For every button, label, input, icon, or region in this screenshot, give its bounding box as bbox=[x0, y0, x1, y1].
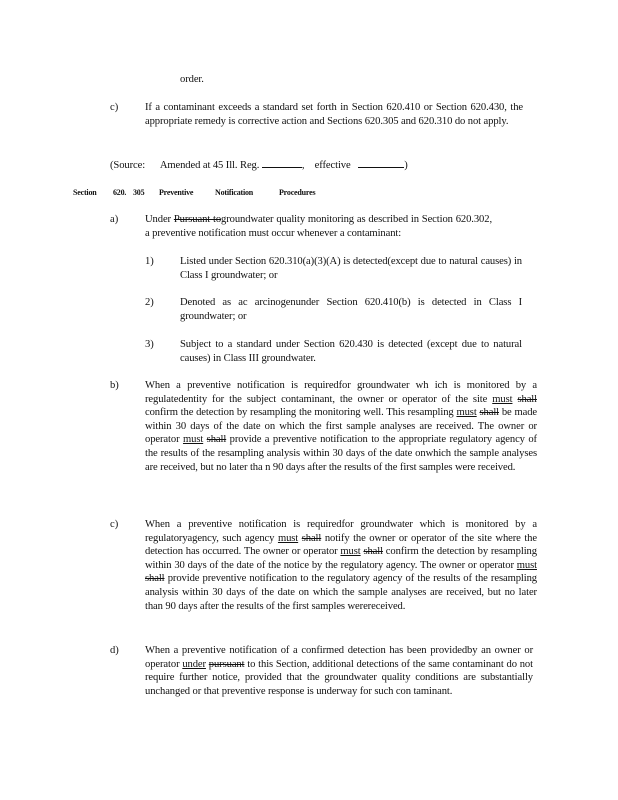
subsection-c-previous-label: c) bbox=[110, 102, 119, 113]
item-2-text: Denoted as ac arcinogenunder Section 620.410(b) is detected in Class I groundwater; or bbox=[180, 297, 522, 322]
subsection-a-text: Under Pursuant togroundwater quality monitoring as described in Section 620.302, a preventive notification must occur whenever a contaminant: bbox=[145, 214, 492, 239]
section-heading-word-3: Procedures bbox=[279, 188, 316, 197]
item-1-text: Listed under Section 620.310(a)(3)(A) is detected(except due to natural causes) in Class I groundwater; or bbox=[180, 256, 522, 281]
inserted-text: must bbox=[277, 532, 299, 544]
source-close: ) bbox=[404, 160, 408, 171]
section-heading-word-2: Notification bbox=[215, 188, 254, 197]
source-open: (Source: bbox=[110, 160, 146, 171]
inserted-text: must bbox=[456, 407, 477, 419]
deleted-text: shall bbox=[363, 546, 383, 558]
source-amended: Amended at 45 Ill. Reg. bbox=[159, 160, 260, 171]
subsection-a-label: a) bbox=[110, 214, 119, 225]
effective-blank bbox=[358, 157, 404, 168]
deleted-text: shall bbox=[145, 573, 165, 585]
section-heading-number: 620. bbox=[113, 188, 127, 197]
section-heading-label: Section bbox=[73, 188, 97, 197]
inserted-text: must bbox=[516, 559, 537, 571]
deleted-text: shall bbox=[479, 407, 500, 419]
subsection-b-text: When a preventive notification is requiredfor groundwater wh ich is monitored by a regulatedentity for the subject contaminant, the owner or operator of the site must shall confirm the detection by resampling the monitoring well. This resampling must shall be made within 30 days of the date on which the first sample analyses are received. The owner or operator must shall provide a preventive notification to the appropriate regulatory agency of the results of the resampling analysis within 30 days of the date onwhich the sample analyses are received, but no later tha n 90 days after the results of the first samples were received. bbox=[145, 380, 537, 473]
subsection-c-text: When a preventive notification is requiredfor groundwater which is monitored by a regulatoryagency, such agency must shall notify the owner or operator of the site where the detection has occurred. The owner or operator must shall confirm the detection by resampling within 30 days of the date of the notice by the regulatory agency. The owner or operator must shall provide preventive notification to the regulatory agency of the results of the resampling analysis within 30 days of the date on which the sample analyses are received, but no later than 90 days after the results of the first samples werereceived. bbox=[145, 519, 537, 612]
inserted-text: must bbox=[182, 434, 204, 446]
deleted-text: pursuant bbox=[208, 658, 245, 670]
deleted-text: shall bbox=[206, 434, 227, 446]
subsection-c-label: c) bbox=[110, 519, 119, 530]
deleted-text: shall bbox=[517, 393, 537, 405]
inserted-text: must bbox=[492, 393, 513, 405]
subsection-c-previous-text: If a contaminant exceeds a standard set forth in Section 620.410 or Section 620.430, the appropriate remedy is corrective action and Sections 620.305 and 620.310 do not apply. bbox=[145, 102, 523, 127]
section-heading-word-1: Preventive bbox=[159, 188, 194, 197]
source-effective: effective bbox=[314, 160, 351, 171]
item-1-number: 1) bbox=[145, 256, 154, 267]
subsection-d-label: d) bbox=[110, 645, 119, 656]
source-comma: , bbox=[301, 160, 305, 171]
item-3-text: Subject to a standard under Section 620.430 is detected (except due to natural causes) in Class III groundwater. bbox=[180, 339, 522, 364]
inserted-text: under bbox=[182, 658, 206, 670]
section-heading-number-2: 305 bbox=[133, 188, 145, 197]
subsection-d-text: When a preventive notification of a confirmed detection has been providedby an owner or operator under pursuant to this Section, additional detections of the same contaminant do not require further notice, provided that the groundwater quality conditions are substantially unchanged or that preventive response is underway for such con taminant. bbox=[145, 645, 533, 697]
fragment-order: order. bbox=[180, 74, 204, 85]
subsection-b-label: b) bbox=[110, 380, 119, 391]
deleted-text: Pursuant to bbox=[173, 214, 222, 225]
item-2-number: 2) bbox=[145, 297, 154, 308]
item-3-number: 3) bbox=[145, 339, 154, 350]
inserted-text: must bbox=[340, 546, 361, 558]
reg-blank bbox=[262, 157, 302, 168]
deleted-text: shall bbox=[301, 532, 322, 544]
source-note bbox=[110, 157, 408, 173]
